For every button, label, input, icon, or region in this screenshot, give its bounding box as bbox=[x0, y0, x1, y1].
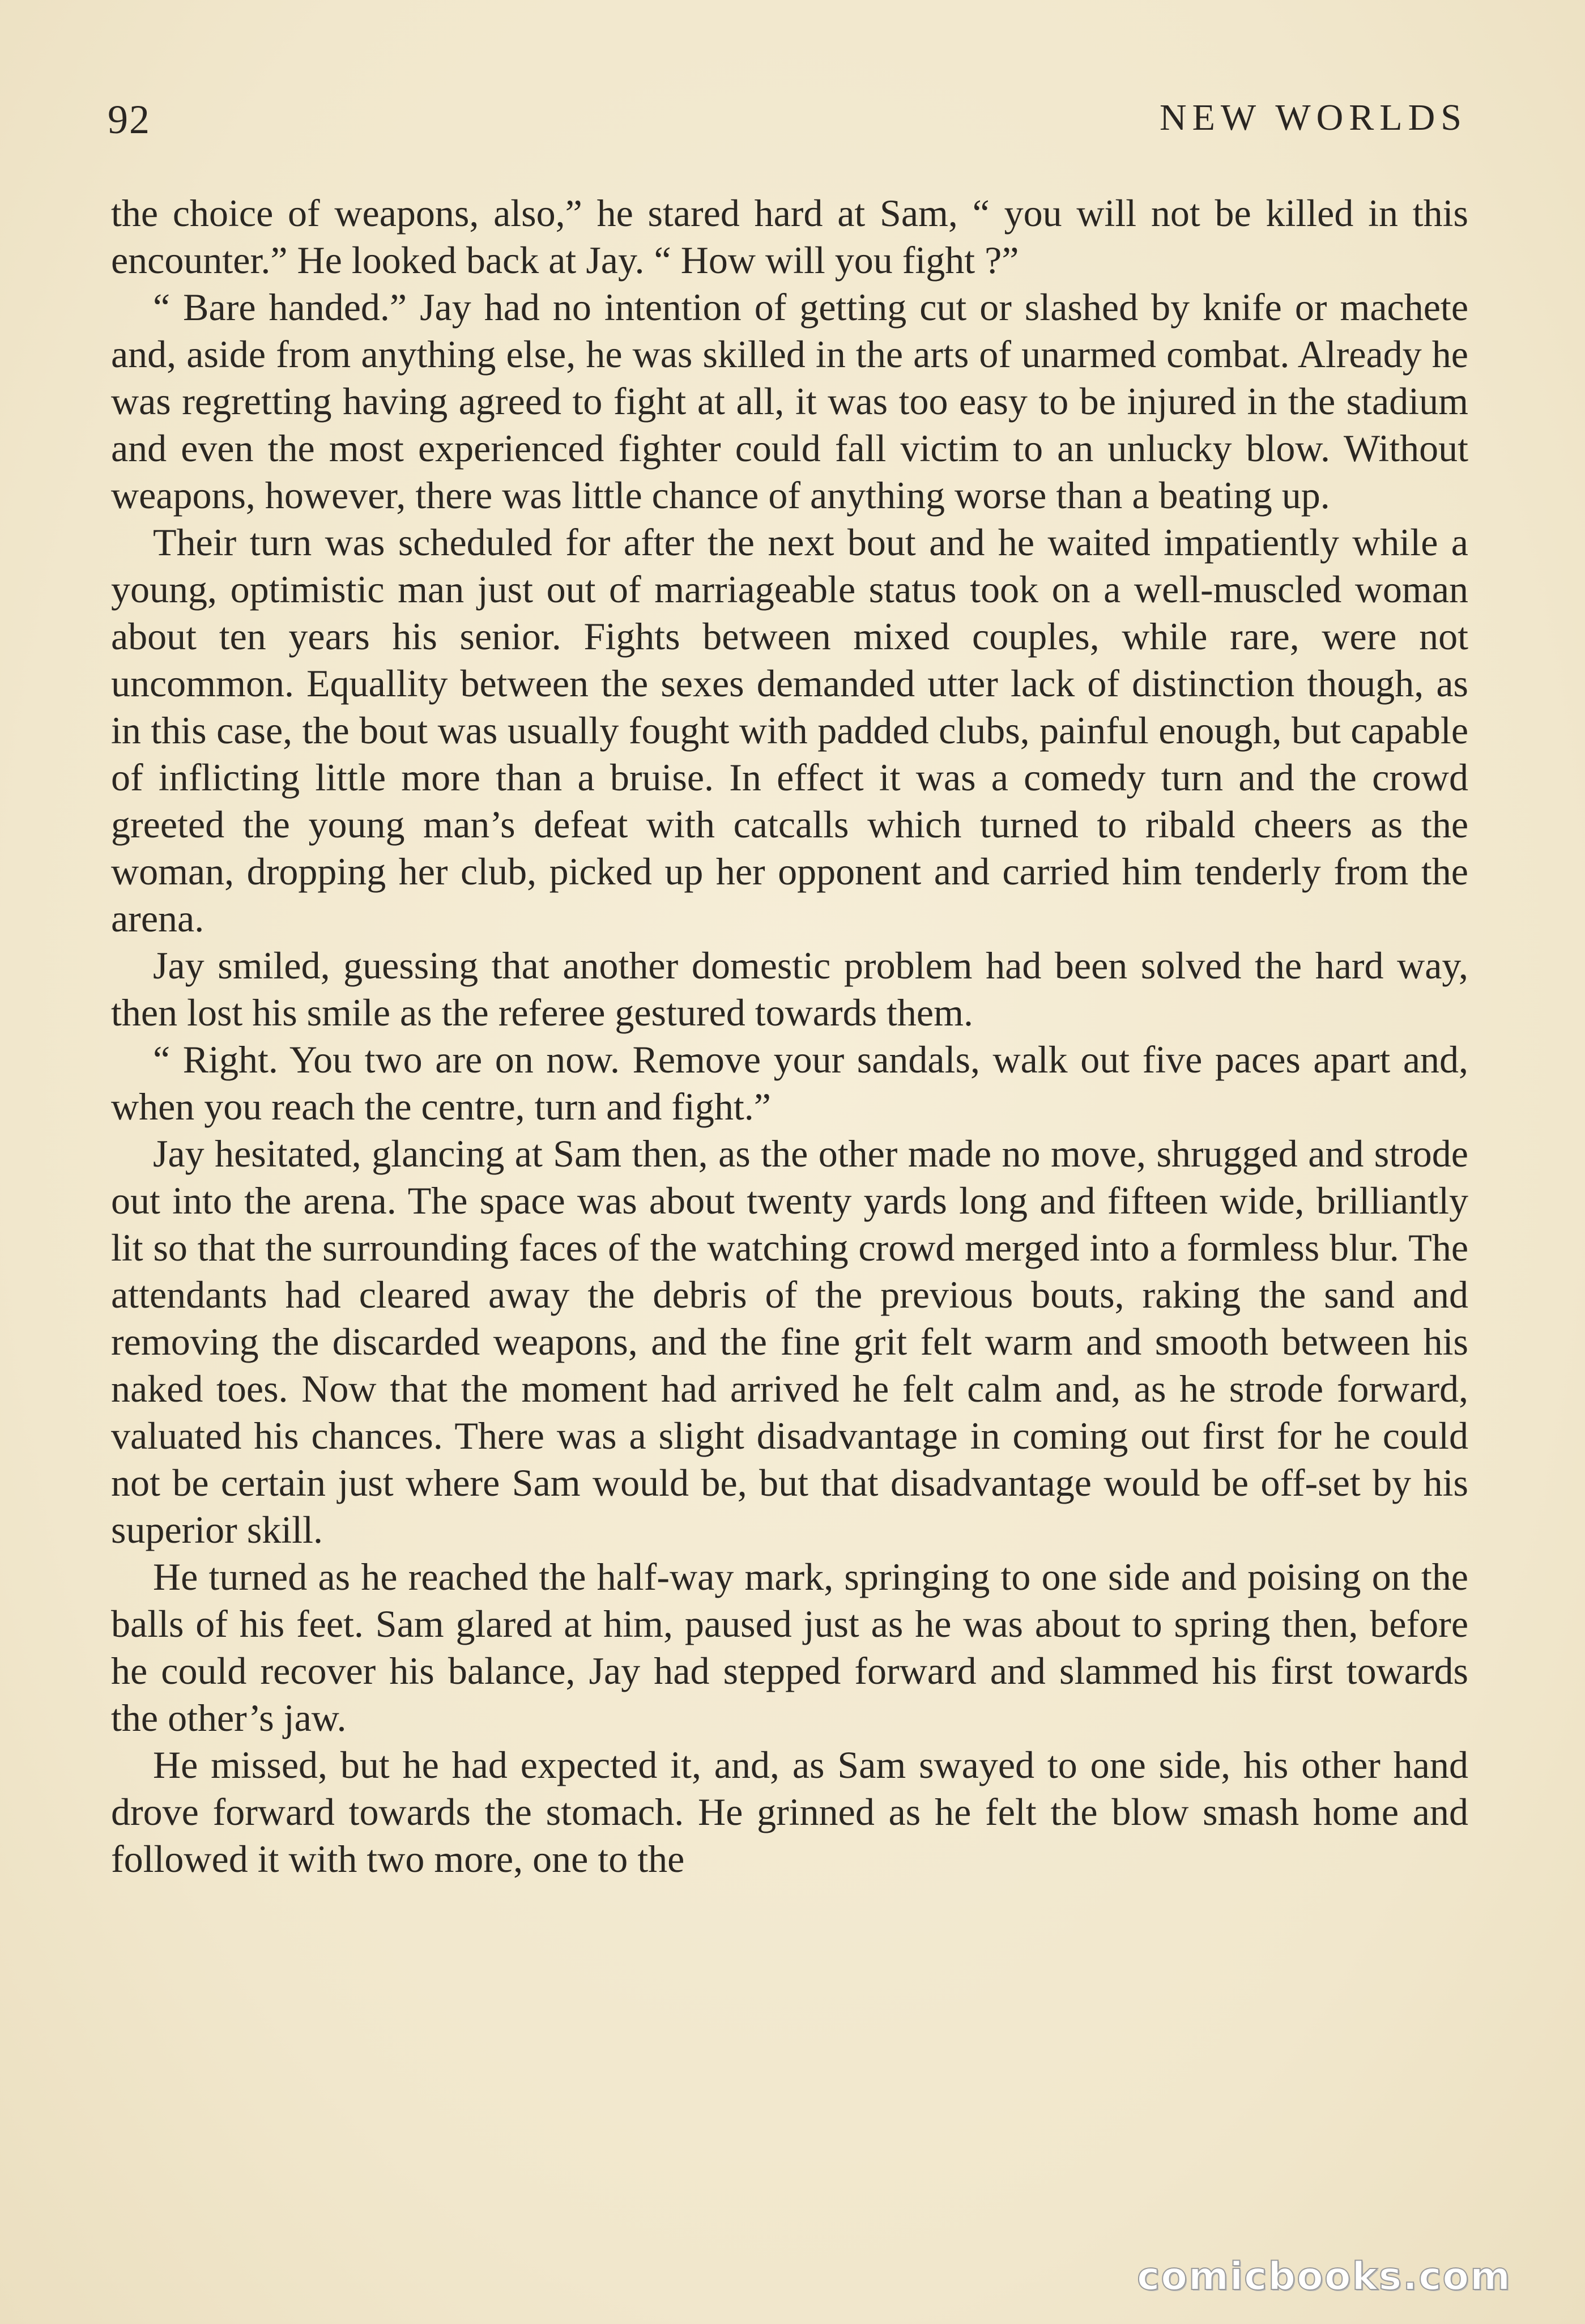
paragraph: He turned as he reached the half-way mark, springing to one side and poising on the balls of his feet. Sam glared at him, paused just as he was about to spring then, before he could recover his balance, Jay had stepped forward and slammed his first towards the other’s jaw. bbox=[111, 1555, 1468, 1739]
paragraph: “ Bare handed.” Jay had no intention of getting cut or slashed by knife or machete and, aside from anything else, he was skilled in the arts of unarmed combat. Already he was regretting having agreed to fight at all, it was too easy to be injured in the stadium and even the most experienced fighter could fall victim to an unlucky blow. Without weapons, however, there was little chance of anything worse than a beating up. bbox=[111, 286, 1468, 517]
watermark: comicbooks.com bbox=[1136, 2254, 1511, 2299]
body-text bbox=[111, 190, 1468, 1883]
paragraph: Their turn was scheduled for after the next bout and he waited impatiently while a young, optimistic man just out of marriageable status took on a well-muscled woman about ten years his senior. Fights between mixed couples, while rare, were not uncommon. Equallity between the sexes demanded utter lack of distinction though, as in this case, the bout was usually fought with padded clubs, painful enough, but capable of inflicting little more than a bruise. In effect it was a comedy turn and the crowd greeted the young man’s defeat with catcalls which turned to ribald cheers as the woman, dropping her club, picked up her opponent and carried him tenderly from the arena. bbox=[111, 521, 1468, 940]
paragraph: Jay smiled, guessing that another domestic problem had been solved the hard way, then lost his smile as the referee gestured towards them. bbox=[111, 944, 1468, 1034]
page-number: 92 bbox=[108, 97, 151, 142]
paragraph: the choice of weapons, also,” he stared hard at Sam, “ you will not be killed in this encounter.” He looked back at Jay. “ How will you fight ?” bbox=[111, 191, 1468, 282]
page-header bbox=[108, 96, 1467, 159]
paragraph: “ Right. You two are on now. Remove your sandals, walk out five paces apart and, when you reach the centre, turn and fight.” bbox=[111, 1038, 1468, 1128]
paragraph: He missed, but he had expected it, and, as Sam swayed to one side, his other hand drove forward towards the stomach. He grinned as he felt the blow smash home and followed it with two more, one to the bbox=[111, 1743, 1468, 1880]
running-head: NEW WORLDS bbox=[1159, 97, 1467, 138]
paragraph: Jay hesitated, glancing at Sam then, as the other made no move, shrugged and strode out into the arena. The space was about twenty yards long and fifteen wide, brilliantly lit so that the surrounding faces of the watching crowd merged into a formless blur. The attendants had cleared away the debris of the previous bouts, raking the sand and removing the discarded weapons, and the fine grit felt warm and smooth between his naked toes. Now that the moment had arrived he felt calm and, as he strode forward, valuated his chances. There was a slight disadvantage in coming out first for he could not be certain just where Sam would be, but that disadvantage would be off-set by his superior skill. bbox=[111, 1132, 1468, 1551]
